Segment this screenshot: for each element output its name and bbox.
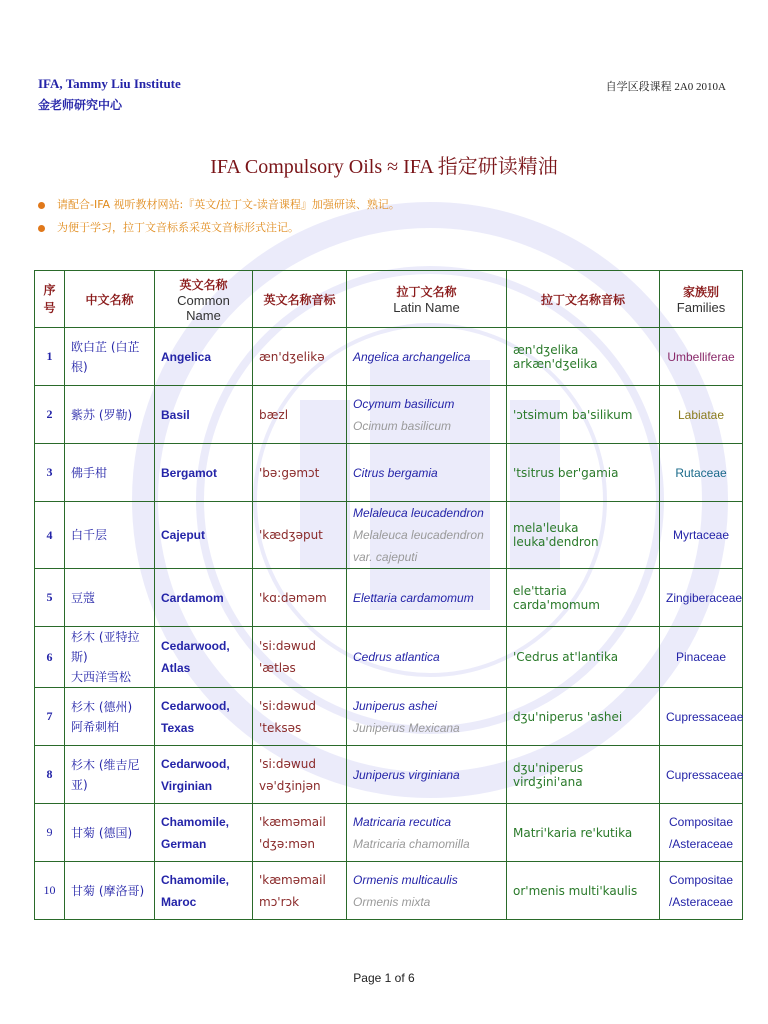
row-number: 7: [35, 688, 65, 746]
table-row: [35, 688, 743, 746]
column-header-english-phonetic: 英文名称音标: [253, 271, 347, 328]
table-row: [35, 627, 743, 688]
latin-name-cell: [347, 627, 507, 688]
document-title: IFA Compulsory Oils ≈ IFA 指定研读精油: [210, 156, 558, 178]
latin-name-cell: [347, 862, 507, 920]
row-number: 8: [35, 746, 65, 804]
common-name-cell: Bergamot: [155, 444, 253, 502]
column-header-latin-phonetic: 拉丁文名称音标: [507, 271, 660, 328]
latin-name: Elettaria cardamomum: [353, 590, 474, 605]
chinese-name-cell: 佛手柑: [65, 444, 155, 502]
row-number: 6: [35, 627, 65, 688]
latin-name-cell: [347, 328, 507, 386]
row-number: 1: [35, 328, 65, 386]
latin-phonetic-cell: ele'ttaria carda'momum: [507, 569, 660, 627]
column-header-common-name: 英文名称 Common Name: [155, 271, 253, 328]
common-name-cell: Basil: [155, 386, 253, 444]
chinese-name-cell: 甘菊 (德国): [65, 804, 155, 862]
oils-table: [34, 270, 743, 920]
table-row: [35, 804, 743, 862]
row-number: 3: [35, 444, 65, 502]
chinese-name-cell: 杉木 (维吉尼亚): [65, 746, 155, 804]
organization-name: IFA, Tammy Liu Institute: [38, 76, 181, 91]
row-number: 10: [35, 862, 65, 920]
family-cell: Compositae /Asteraceae: [660, 804, 743, 862]
course-code: 自学区段课程 2A0 2010A: [605, 81, 726, 93]
latin-name-cell: [347, 386, 507, 444]
latin-phonetic-cell: dʒu'niperus virdʒini'ana: [507, 746, 660, 804]
family-cell: Cupressaceae: [660, 746, 743, 804]
header-left: [38, 76, 181, 113]
latin-phonetic-cell: 'tsitrus ber'gamia: [507, 444, 660, 502]
family-cell: Umbelliferae: [660, 328, 743, 386]
latin-name-cell: [347, 569, 507, 627]
chinese-name-cell: 白千层: [65, 502, 155, 569]
latin-phonetic-cell: 'ɔtsimum ba'silikum: [507, 386, 660, 444]
table-row: [35, 502, 743, 569]
column-header-latin-name: 拉丁文名称 Latin Name: [347, 271, 507, 328]
common-name-cell: Cardamom: [155, 569, 253, 627]
table-row: [35, 386, 743, 444]
bullet-icon: [38, 202, 45, 209]
organization-name-chinese: 金老师研究中心: [38, 98, 123, 112]
latin-phonetic-cell: or'menis multi'kaulis: [507, 862, 660, 920]
latin-phonetic-cell: Matri'karia re'kutika: [507, 804, 660, 862]
latin-name-synonym: Ormenis mixta: [353, 894, 431, 909]
latin-name: Juniperus ashei: [353, 698, 438, 713]
latin-name-cell: [347, 746, 507, 804]
family-cell: Myrtaceae: [660, 502, 743, 569]
family-cell: Compositae /Asteraceae: [660, 862, 743, 920]
english-phonetic-cell: 'si:dəwud 'teksəs: [253, 688, 347, 746]
table-row: [35, 328, 743, 386]
english-phonetic-cell: 'kɑ:dəməm: [253, 569, 347, 627]
chinese-name-cell: 甘菊 (摩洛哥): [65, 862, 155, 920]
table-row: [35, 746, 743, 804]
common-name-cell: Chamomile, German: [155, 804, 253, 862]
latin-name: Ocymum basilicum: [353, 396, 455, 411]
latin-phonetic-cell: 'Cedrus at'lantika: [507, 627, 660, 688]
latin-phonetic-cell: mela'leuka leuka'dendron: [507, 502, 660, 569]
common-name-cell: Cedarwood, Atlas: [155, 627, 253, 688]
common-name-cell: Chamomile, Maroc: [155, 862, 253, 920]
english-phonetic-cell: 'kæməmail mɔ'rɔk: [253, 862, 347, 920]
page-number: Page 1 of 6: [353, 971, 415, 985]
chinese-name-cell: 杉木 (亚特拉斯) 大西洋雪松: [65, 627, 155, 688]
latin-name: Juniperus virginiana: [353, 767, 460, 782]
english-phonetic-cell: 'si:dəwud və'dʒinjən: [253, 746, 347, 804]
chinese-name-cell: 豆蔻: [65, 569, 155, 627]
latin-name-cell: [347, 688, 507, 746]
family-cell: Pinaceae: [660, 627, 743, 688]
latin-name: Melaleuca leucadendron: [353, 506, 484, 520]
latin-phonetic-cell: dʒu'niperus 'ashei: [507, 688, 660, 746]
column-header-no: 序号: [35, 271, 65, 328]
note-text: 为便于学习，拉丁文音标系采英文音标形式注记。: [57, 221, 299, 234]
latin-phonetic-cell: æn'dʒelika arkæn'dʒelika: [507, 328, 660, 386]
english-phonetic-cell: bæzl: [253, 386, 347, 444]
note-item: [38, 193, 400, 216]
common-name-cell: Cedarwood, Texas: [155, 688, 253, 746]
column-header-family: 家族别 Families: [660, 271, 743, 328]
row-number: 5: [35, 569, 65, 627]
chinese-name-cell: 欧白芷 (白芷根): [65, 328, 155, 386]
family-cell: Cupressaceae: [660, 688, 743, 746]
row-number: 9: [35, 804, 65, 862]
table-row: [35, 444, 743, 502]
latin-name: Ormenis multicaulis: [353, 872, 458, 887]
note-text: 请配合-IFA 视听教材网站:『英文/拉丁文-读音课程』加强研读、熟记。: [57, 198, 400, 211]
latin-name: Citrus bergamia: [353, 465, 438, 480]
chinese-name-cell: 杉木 (德州) 阿希刺柏: [65, 688, 155, 746]
note-item: [38, 216, 400, 239]
family-cell: Labiatae: [660, 386, 743, 444]
latin-name: Cedrus atlantica: [353, 650, 440, 664]
bullet-icon: [38, 225, 45, 232]
family-cell: Zingiberaceae: [660, 569, 743, 627]
table-header-row: [35, 271, 743, 328]
latin-name: Matricaria recutica: [353, 814, 452, 829]
english-phonetic-cell: 'bə:gəmɔt: [253, 444, 347, 502]
latin-name: Angelica archangelica: [353, 349, 471, 364]
common-name-cell: Cajeput: [155, 502, 253, 569]
english-phonetic-cell: 'kædʒəput: [253, 502, 347, 569]
row-number: 4: [35, 502, 65, 569]
table-row: [35, 862, 743, 920]
family-cell: Rutaceae: [660, 444, 743, 502]
table-row: [35, 569, 743, 627]
english-phonetic-cell: æn'dʒelikə: [253, 328, 347, 386]
latin-name-synonym: Melaleuca leucadendron var. cajeputi: [353, 528, 484, 564]
row-number: 2: [35, 386, 65, 444]
latin-name-cell: [347, 502, 507, 569]
column-header-chinese-name: 中文名称: [65, 271, 155, 328]
chinese-name-cell: 紫苏 (罗勒): [65, 386, 155, 444]
latin-name-synonym: Matricaria chamomilla: [353, 836, 470, 851]
notes-list: [38, 193, 400, 239]
common-name-cell: Angelica: [155, 328, 253, 386]
latin-name-synonym: Juniperus Mexicana: [353, 720, 460, 735]
english-phonetic-cell: 'kæməmail 'dʒə:mən: [253, 804, 347, 862]
common-name-cell: Cedarwood, Virginian: [155, 746, 253, 804]
latin-name-synonym: Ocimum basilicum: [353, 418, 452, 433]
english-phonetic-cell: 'si:dəwud 'ætləs: [253, 627, 347, 688]
latin-name-cell: [347, 804, 507, 862]
latin-name-cell: [347, 444, 507, 502]
